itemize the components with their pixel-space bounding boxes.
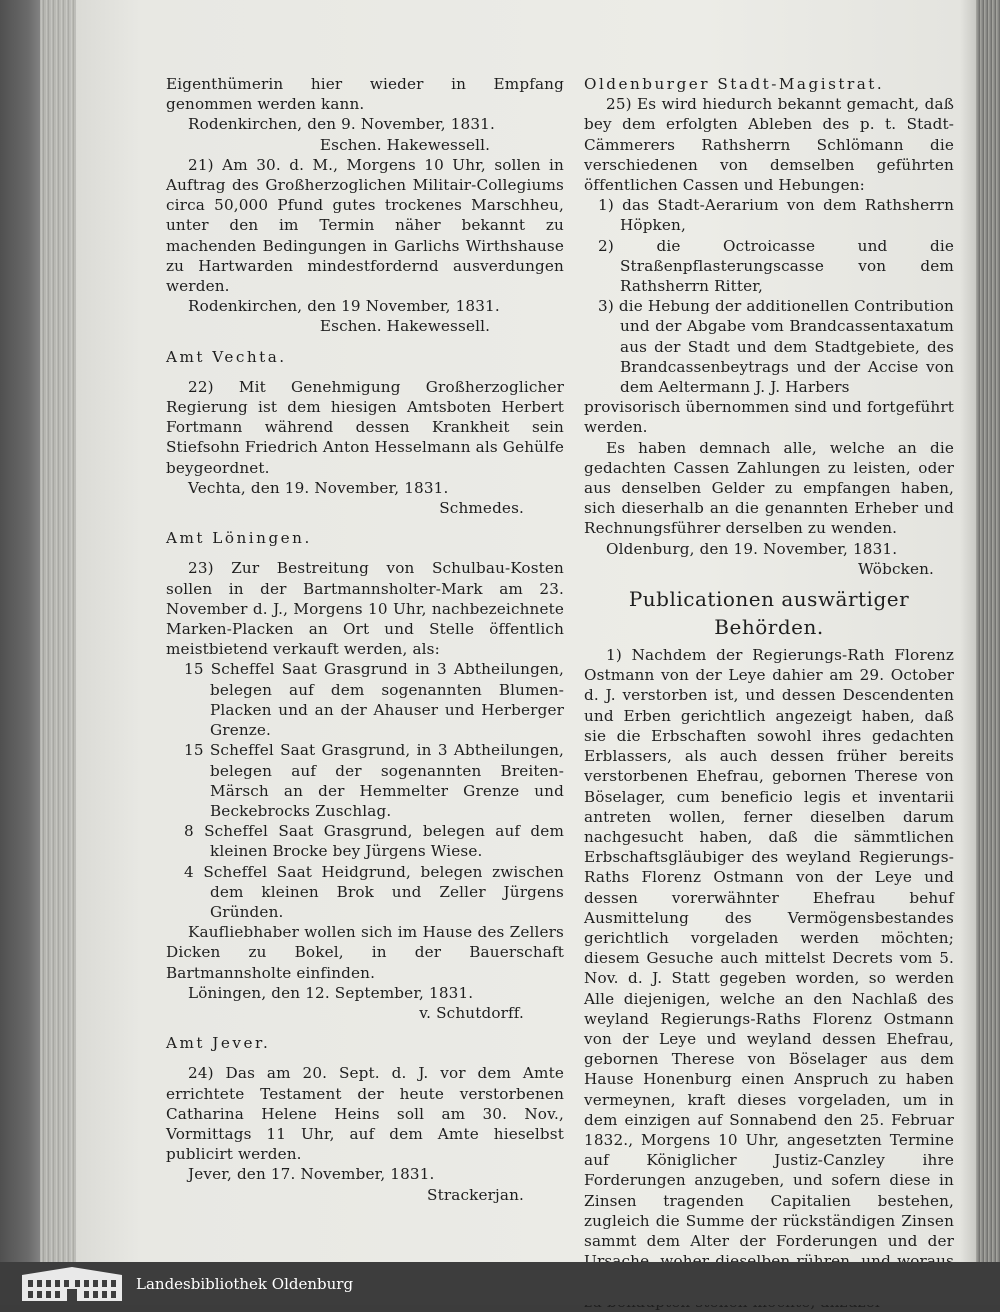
publications-heading: Publicationen auswärtiger Behörden.	[628, 587, 910, 640]
list-item: 15 Scheffel Saat Grasgrund in 3 Abtheilungen, belegen auf dem sogenannten Blumen-Placken und an der Ahauser und Herberger Grenze.	[184, 660, 564, 740]
right-column	[584, 74, 954, 1312]
signature: Schmedes.	[439, 499, 524, 518]
paragraph: Kaufliebhaber wollen sich im Hause des Zellers Dicken zu Bokel, in der Bauerschaft Bartmannsholte einfinden.	[166, 923, 564, 982]
list-item: 15 Scheffel Saat Grasgrund, in 3 Abtheilungen, belegen auf der sogenannten Breiten-Märsch an der Hemmelter Grenze und Beckebrocks Zuschlag.	[184, 741, 564, 820]
publication-1: 1) Nachdem der Regierungs-Rath Florenz Ostmann von der Leye dahier am 29. October d. J. verstorben ist, und dessen Descendenten und Erben gerichtlich angezeigt haben, daß sie die Erbschaften sowohl ihres gedachten Erblassers, als auch dessen früher bereits verstorbenen Ehefrau, gebornen Therese von Böselager, cum beneficio legis et inventarii antreten wollen, ferner dieselben darum nachgesucht haben, daß die sämmtlichen Erbschaftsgläubiger des weyland Regierungs-Raths Florenz Ostmann von der Leye und dessen vorerwähnter Ehefrau behuf Ausmittelung des Vermögensbestandes gerichtlich vorgeladen werden möchten; diesem Gesuche auch mittelst Decrets vom 5. Nov. d. J. Statt gegeben worden, so werden Alle diejenigen, welche an den Nachlaß des weyland Regierungs-Raths Florenz Ostmann von der Leye und weyland dessen Ehefrau, gebornen Therese von Böselager aus dem Hause Honenburg einen Anspruch zu haben vermeynen, kraft dieses vorgeladen, um in dem einzigen auf Sonnabend den 25. Februar 1832., Morgens 10 Uhr, angesetzten Termine auf Königlicher Justiz-Canzley ihre Forderungen anzugeben, und sofern diese in Zinsen tragenden Capitalien bestehen, zugleich die Summe der rückständigen Zinsen sammt dem Alter der Forderungen und der	[584, 646, 954, 1250]
list-item: 1) das Stadt-Aerarium von dem Rathsherrn Höpken,	[598, 196, 954, 235]
list-item: 3) die Hebung der additionellen Contribution und der Abgabe vom Brandcassentaxatum aus der Stadt und dem Stadtgebiete, des Brandcassenbeytrags und der Accise von dem Aeltermann J. J. Harbers	[598, 297, 954, 397]
notice-21: 21) Am 30. d. M., Morgens 10 Uhr, sollen in Auftrag des Großherzoglichen Militair-Collegiums circa 50,000 Pfund gutes trockenes Marschheu, unter den im Termin näher bekannt zu machenden Bedingungen in Garlichs Wirthshause zu Hartwarden mindestfordernd ausverdungen werden.	[166, 155, 564, 296]
signature: Eschen. Hakewessell.	[319, 317, 491, 336]
section-heading: Amt Löningen.	[166, 529, 312, 548]
section-heading: Oldenburger Stadt-Magistrat.	[584, 75, 885, 93]
notice-23: 23) Zur Bestreitung von Schulbau-Kosten sollen in der Bartmannsholter-Mark am 23. November d. J., Morgens 10 Uhr, nachbezeichnete Marken-Placken an Ort und Stelle öffentlich meistbietend verkauft werden, als:	[166, 559, 564, 659]
section-heading: Amt Vechta.	[166, 347, 287, 366]
left-column	[166, 74, 564, 1205]
list-item: 2) die Octroicasse und die Straßenpflasterungscasse von dem Rathsherrn Ritter,	[598, 236, 954, 296]
section-heading: Amt Jever.	[166, 1034, 271, 1053]
dateline: Oldenburg, den 19. November, 1831.	[606, 539, 898, 558]
list-item: 8 Scheffel Saat Grasgrund, belegen auf dem kleinen Brocke bey Jürgens Wiese.	[184, 822, 564, 861]
list-item: 4 Scheffel Saat Heidgrund, belegen zwischen dem kleinen Brok und Zeller Jürgens Gründen.	[184, 862, 564, 921]
dateline: Rodenkirchen, den 9. November, 1831.	[188, 115, 495, 134]
library-name: Landesbibliothek Oldenburg	[136, 1274, 354, 1293]
dateline: Rodenkirchen, den 19 November, 1831.	[188, 297, 500, 316]
page-edge-right	[976, 0, 1000, 1262]
notice-25: 25) Es wird hiedurch bekannt gemacht, daß bey dem erfolgten Ableben des p. t. Stadt-Cämmerers Rathsherrn Schlömann die verschiedenen von demselben geführten öffentlichen Cassen und Hebungen:	[584, 95, 954, 195]
signature: v. Schutdorff.	[419, 1003, 524, 1022]
signature: Strackerjan.	[427, 1185, 524, 1204]
signature: Eschen. Hakewessell.	[319, 135, 491, 154]
page-edge-left	[40, 0, 76, 1262]
library-building-icon	[22, 1267, 122, 1301]
dateline: Löningen, den 12. September, 1831.	[188, 983, 474, 1002]
notice-22: 22) Mit Genehmigung Großherzoglicher Regierung ist dem hiesigen Amtsboten Herbert Fortmann während dessen Krankheit sein Stiefsohn Friedrich Anton Hesselmann als Gehülfe beygeordnet.	[166, 377, 564, 477]
dateline: Jever, den 17. November, 1831.	[188, 1165, 435, 1184]
signature: Wöbcken.	[858, 559, 934, 578]
library-footer	[0, 1262, 1000, 1305]
paragraph: Es haben demnach alle, welche an die gedachten Cassen Zahlungen zu leisten, oder aus denselben Gelder zu empfangen haben, sich dieserhalb an die genannten Erheber und Rechnungsführer derselben zu wenden.	[584, 438, 954, 538]
paragraph: provisorisch übernommen sind und fortgeführt werden.	[584, 398, 954, 437]
paragraph: Eigenthümerin hier wieder in Empfang genommen werden kann.	[166, 75, 564, 114]
notice-24: 24) Das am 20. Sept. d. J. vor dem Amte errichtete Testament der heute verstorbenen Catharina Helene Heins soll am 30. Nov., Vormittags 11 Uhr, auf dem Amte hieselbst publicirt werden.	[166, 1064, 564, 1164]
dateline: Vechta, den 19. November, 1831.	[188, 478, 449, 497]
